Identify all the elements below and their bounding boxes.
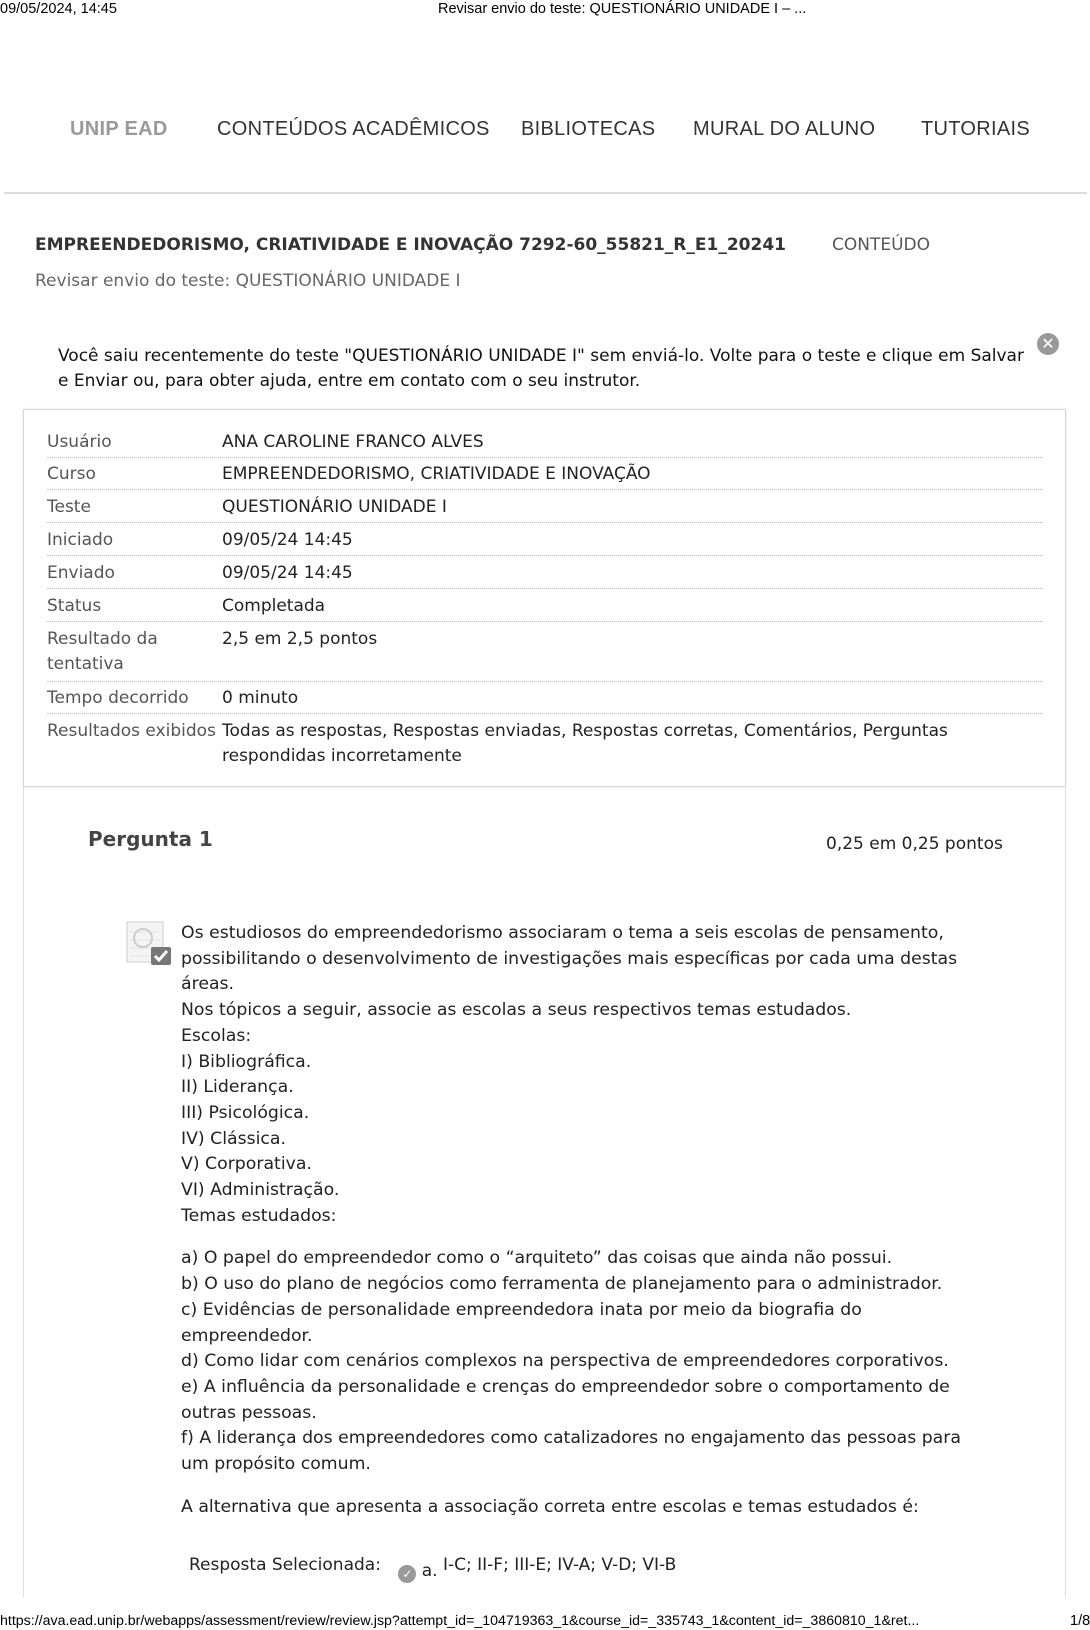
summary-label: Usuário <box>47 432 112 452</box>
summary-row <box>47 686 1043 714</box>
close-icon[interactable]: ✕ <box>1037 333 1059 355</box>
question-paragraph: II) Liderança. <box>181 1077 294 1098</box>
summary-value: EMPREENDEDORISMO, CRIATIVIDADE E INOVAÇÃO <box>222 464 651 484</box>
question-points: 0,25 em 0,25 pontos <box>826 834 1003 854</box>
attempt-summary <box>23 409 1066 787</box>
summary-value: 2,5 em 2,5 pontos <box>222 629 378 649</box>
summary-row <box>47 594 1043 622</box>
question-paragraph: Escolas: <box>181 1025 252 1046</box>
question-paragraph: V) Corporativa. <box>181 1154 312 1175</box>
question-text <box>181 921 971 1520</box>
summary-row <box>47 462 1043 490</box>
summary-row <box>47 430 1043 458</box>
header-divider <box>4 192 1087 194</box>
nav-mural-do-aluno[interactable]: MURAL DO ALUNO <box>693 118 876 140</box>
summary-label: Iniciado <box>47 530 114 550</box>
summary-value: Todas as respostas, Respostas enviadas, Respostas corretas, Comentários, Perguntas respondidas incorretamente <box>222 721 948 766</box>
theme-item: a) O papel do empreendedor como o “arquiteto” das coisas que ainda não possui. <box>181 1248 893 1269</box>
summary-label: Curso <box>47 464 96 484</box>
correct-check-icon: ✓ <box>398 1565 416 1583</box>
summary-label: Tempo decorrido <box>47 688 189 708</box>
summary-value: QUESTIONÁRIO UNIDADE I <box>222 497 447 517</box>
selected-answer-label: Resposta Selecionada: <box>189 1555 381 1575</box>
theme-item: b) O uso do plano de negócios como ferramenta de planejamento para o administrador. <box>181 1274 943 1295</box>
summary-value: 09/05/24 14:45 <box>222 530 353 550</box>
alert-message: Você saiu recentemente do teste "QUESTIONÁRIO UNIDADE I" sem enviá-lo. Volte para o teste e clique em Salvar e Enviar ou, para obter ajuda, entre em contato com o seu instrutor. <box>58 346 1024 391</box>
summary-label: Resultado da tentativa <box>47 629 158 674</box>
nav-bibliotecas[interactable]: BIBLIOTECAS <box>521 118 656 140</box>
print-url: https://ava.ead.unip.br/webapps/assessment/review/review.jsp?attempt_id=_104719363_1&course_id=_335743_1&content_id=_3860810_1&ret... <box>0 1613 920 1629</box>
course-title[interactable]: EMPREENDEDORISMO, CRIATIVIDADE E INOVAÇÃO 7292-60_55821_R_E1_20241 <box>35 235 786 255</box>
question-paragraph: Os estudiosos do empreendedorismo associaram o tema a seis escolas de pensamento, possibilitando o desenvolvimento de investigações mais específicas por cada uma destas áreas. <box>181 923 958 995</box>
question-paragraph: III) Psicológica. <box>181 1102 310 1123</box>
question-paragraph: IV) Clássica. <box>181 1128 287 1149</box>
question-paragraph: Nos tópicos a seguir, associe as escolas a seus respectivos temas estudados. <box>181 1000 852 1021</box>
nav-unip-ead[interactable]: UNIP EAD <box>70 118 168 140</box>
selected-answer-text: I-C; II-F; III-E; IV-A; V-D; VI-B <box>442 1555 677 1575</box>
summary-label: Enviado <box>47 563 115 583</box>
print-page-number: 1/8 <box>1070 1613 1090 1629</box>
theme-item: e) A influência da personalidade e crenças do empreendedor sobre o comportamento de outras pessoas. <box>181 1376 950 1423</box>
question-paragraph: I) Bibliográfica. <box>181 1051 312 1072</box>
summary-row <box>47 719 1043 773</box>
summary-label: Teste <box>47 497 91 517</box>
summary-row <box>47 495 1043 523</box>
print-datetime: 09/05/2024, 14:45 <box>0 1 117 17</box>
summary-value: ANA CAROLINE FRANCO ALVES <box>222 432 484 452</box>
question-paragraph: VI) Administração. <box>181 1180 340 1201</box>
question-title: Pergunta 1 <box>88 827 213 851</box>
theme-item: d) Como lidar com cenários complexos na perspectiva de empreendedores corporativos. <box>181 1351 949 1372</box>
nav-conteudos-academicos[interactable]: CONTEÚDOS ACADÊMICOS <box>217 118 490 140</box>
question-paragraph: Temas estudados: <box>181 1205 337 1226</box>
selected-answer <box>189 1555 676 1583</box>
theme-item: c) Evidências de personalidade empreendedora inata por meio da biografia do empreendedor. <box>181 1299 862 1346</box>
nav-tutoriais[interactable]: TUTORIAIS <box>921 118 1031 140</box>
question-correct-icon <box>125 920 173 968</box>
summary-value: Completada <box>222 596 326 616</box>
content-link[interactable]: CONTEÚDO <box>832 235 931 255</box>
summary-row <box>47 528 1043 556</box>
page-subtitle: Revisar envio do teste: QUESTIONÁRIO UNIDADE I <box>35 271 461 291</box>
summary-label: Resultados exibidos <box>47 721 216 741</box>
question-prompt: A alternativa que apresenta a associação correta entre escolas e temas estudados é: <box>181 1496 919 1517</box>
summary-row <box>47 627 1043 682</box>
print-title: Revisar envio do teste: QUESTIONÁRIO UNIDADE I – ... <box>438 1 807 17</box>
summary-value: 09/05/24 14:45 <box>222 563 353 583</box>
selected-answer-letter: a. <box>421 1561 438 1581</box>
theme-item: f) A liderança dos empreendedores como catalizadores no engajamento das pessoas para um propósito comum. <box>181 1428 961 1475</box>
summary-value: 0 minuto <box>222 688 299 708</box>
summary-label: Status <box>47 596 102 616</box>
summary-row <box>47 561 1043 589</box>
